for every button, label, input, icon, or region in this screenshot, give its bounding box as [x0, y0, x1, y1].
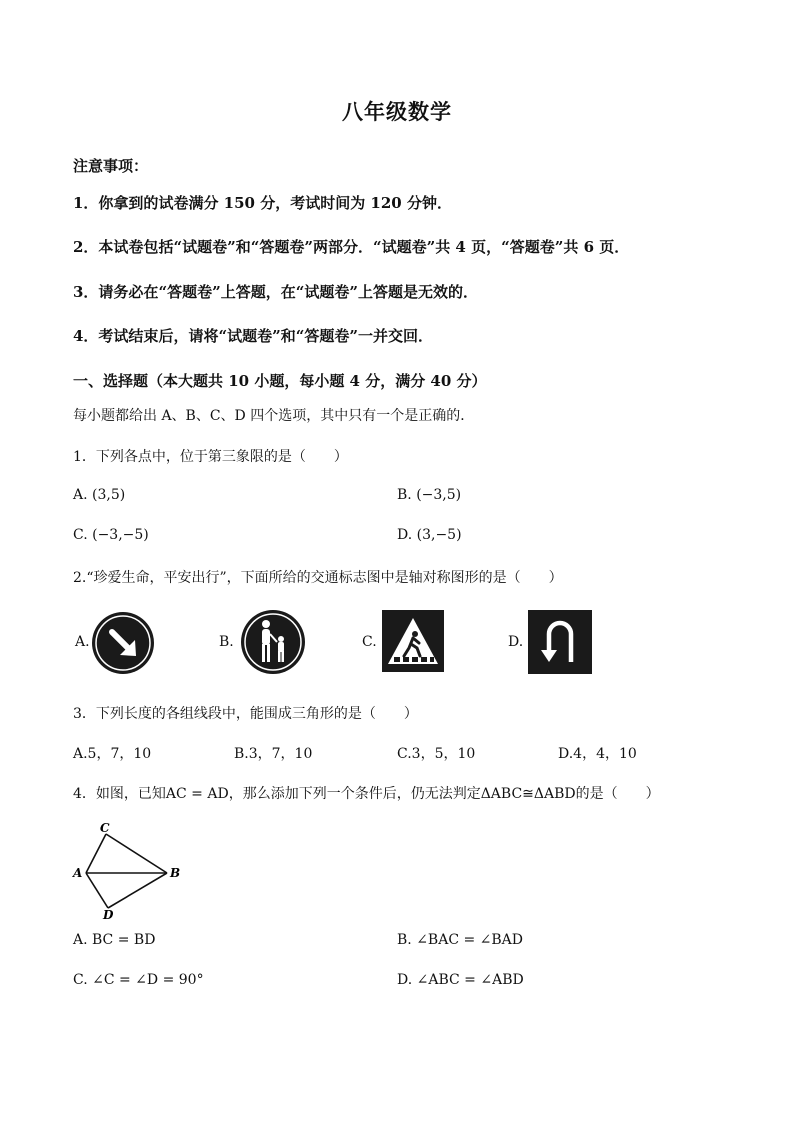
- q3-option-c[interactable]: C.3，5，10: [397, 746, 476, 762]
- q4-option-a[interactable]: A. BC = BD: [73, 932, 156, 948]
- q2-option-c-label[interactable]: C.: [362, 634, 377, 650]
- page-title: 八年级数学: [342, 99, 452, 124]
- q2-option-d-label[interactable]: D.: [508, 634, 524, 650]
- triangle-figure: [70, 820, 190, 920]
- q1-option-b[interactable]: B. (−3,5): [397, 487, 462, 503]
- question-2-stem: 2.“珍爱生命，平安出行”，下面所给的交通标志图中是轴对称图形的是（ ）: [73, 570, 563, 586]
- q4-option-c[interactable]: C. ∠C = ∠D = 90°: [73, 972, 204, 988]
- question-3-stem: 3．下列长度的各组线段中，能围成三角形的是（ ）: [73, 706, 418, 722]
- q1-option-a[interactable]: A. (3,5): [73, 487, 126, 503]
- pedestrian-child-sign-icon[interactable]: [239, 608, 307, 676]
- q3-option-b[interactable]: B.3，7，10: [234, 746, 313, 762]
- note-item-2: 2．本试卷包括“试题卷”和“答题卷”两部分．“试题卷”共 4 页，“答题卷”共 6 页．: [73, 238, 630, 256]
- figure-label-a: A: [73, 866, 83, 880]
- arrow-sign-icon[interactable]: [90, 610, 156, 676]
- q1-option-d[interactable]: D. (3,−5): [397, 527, 462, 543]
- q3-option-a[interactable]: A.5，7，10: [73, 746, 152, 762]
- question-1-stem: 1．下列各点中，位于第三象限的是（ ）: [73, 449, 348, 465]
- note-item-4: 4．考试结束后，请将“试题卷”和“答题卷”一并交回．: [73, 327, 433, 345]
- note-item-3: 3．请务必在“答题卷”上答题，在“试题卷”上答题是无效的．: [73, 283, 478, 301]
- figure-label-b: B: [170, 866, 181, 880]
- notes-heading: 注意事项：: [73, 157, 149, 175]
- figure-label-d: D: [103, 908, 114, 920]
- figure-label-c: C: [100, 821, 110, 835]
- q2-option-b-label[interactable]: B.: [219, 634, 234, 650]
- section-instruction: 每小题都给出 A、B、C、D 四个选项，其中只有一个是正确的．: [73, 408, 475, 424]
- section-heading: 一、选择题（本大题共 10 小题，每小题 4 分，满分 40 分）: [73, 372, 487, 390]
- q4-option-b[interactable]: B. ∠BAC = ∠BAD: [397, 932, 524, 948]
- q4-option-d[interactable]: D. ∠ABC = ∠ABD: [397, 972, 524, 988]
- u-turn-sign-icon[interactable]: [528, 610, 592, 674]
- crosswalk-sign-icon[interactable]: [382, 610, 444, 672]
- q1-option-c[interactable]: C. (−3,−5): [73, 527, 149, 543]
- q2-option-a-label[interactable]: A.: [75, 634, 90, 650]
- question-4-stem: 4．如图，已知AC = AD，那么添加下列一个条件后，仍无法判定ΔABC≅ΔABD的是（ ）: [73, 786, 660, 802]
- note-item-1: 1．你拿到的试卷满分 150 分，考试时间为 120 分钟．: [73, 194, 452, 212]
- q3-option-d[interactable]: D.4，4，10: [558, 746, 637, 762]
